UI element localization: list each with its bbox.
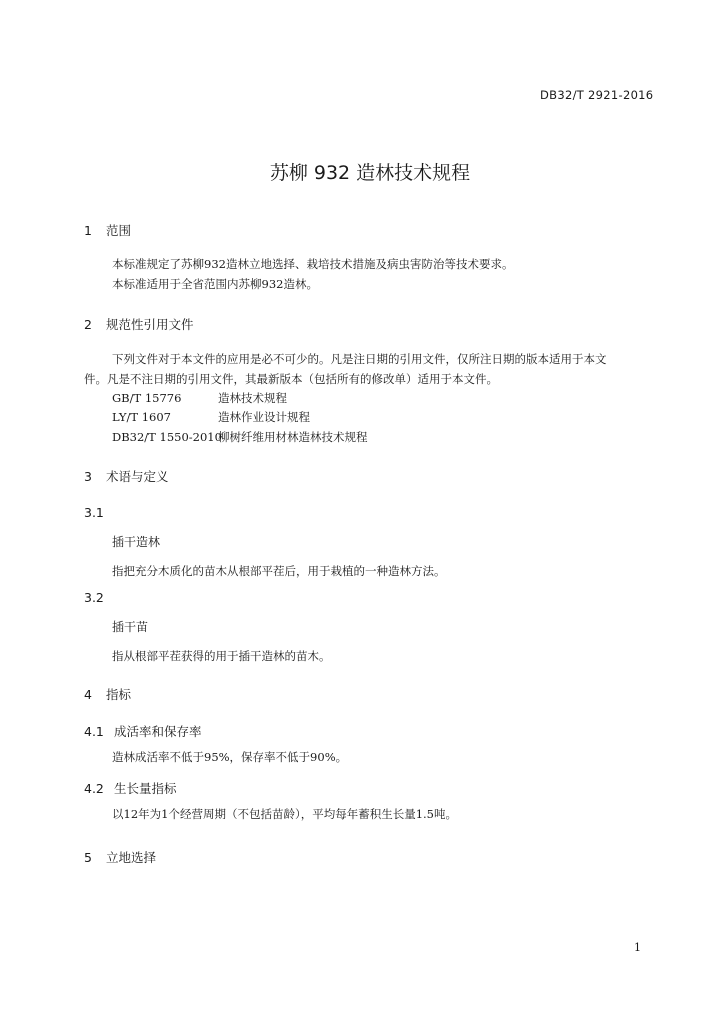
reference-name: 造林技术规程 xyxy=(218,391,287,405)
section-1-paragraph-1: 本标准规定了苏柳932造林立地选择、栽培技术措施及病虫害防治等技术要求。 xyxy=(112,257,514,271)
reference-item xyxy=(112,390,287,406)
subsection-4-2-heading xyxy=(84,779,177,797)
section-2-paragraph-line-2: 件。凡是不注日期的引用文件，其最新版本（包括所有的修改单）适用于本文件。 xyxy=(84,372,498,386)
reference-name: 柳树纤维用材林造林技术规程 xyxy=(218,430,368,444)
reference-code: LY/T 1607 xyxy=(112,410,171,424)
subsection-4-1-heading xyxy=(84,722,202,740)
section-5-heading xyxy=(84,848,156,866)
section-2-paragraph-line-1: 下列文件对于本文件的应用是必不可少的。凡是注日期的引用文件，仅所注日期的版本适用于本文 xyxy=(112,352,607,366)
term-definition: 指从根部平茬获得的用于插干造林的苗木。 xyxy=(112,649,331,663)
term-number: 3.1 xyxy=(84,505,104,520)
section-title: 范围 xyxy=(106,223,132,238)
section-1-paragraph-2: 本标准适用于全省范围内苏柳932造林。 xyxy=(112,277,318,291)
reference-item xyxy=(112,429,368,445)
subsection-number: 4.1 xyxy=(84,724,104,739)
term-name: 插干苗 xyxy=(112,620,149,634)
section-3-heading xyxy=(84,467,169,485)
section-number: 2 xyxy=(84,317,92,332)
section-title: 术语与定义 xyxy=(106,469,169,484)
term-number: 3.2 xyxy=(84,590,104,605)
section-number: 1 xyxy=(84,223,92,238)
term-name: 插干造林 xyxy=(112,535,161,549)
reference-code: DB32/T 1550-2010 xyxy=(112,430,222,444)
term-definition: 指把充分木质化的苗木从根部平茬后，用于栽植的一种造林方法。 xyxy=(112,564,446,578)
section-number: 5 xyxy=(84,850,92,865)
subsection-title: 生长量指标 xyxy=(114,781,177,796)
page-number: 1 xyxy=(634,941,641,954)
section-title: 指标 xyxy=(106,687,132,702)
reference-name: 造林作业设计规程 xyxy=(218,410,310,424)
section-2-heading xyxy=(84,315,194,333)
subsection-4-1-text: 造林成活率不低于95%，保存率不低于90%。 xyxy=(112,750,348,764)
subsection-title: 成活率和保存率 xyxy=(114,724,202,739)
section-title: 规范性引用文件 xyxy=(106,317,194,332)
section-4-heading xyxy=(84,685,131,703)
standard-code: DB32/T 2921-2016 xyxy=(540,88,654,102)
document-title: 苏柳 932 造林技术规程 xyxy=(269,162,471,184)
reference-code: GB/T 15776 xyxy=(112,391,182,405)
subsection-4-2-text: 以12年为1个经营周期（不包括苗龄），平均每年蓄积生长量1.5吨。 xyxy=(112,807,457,821)
reference-item xyxy=(112,409,310,425)
section-number: 3 xyxy=(84,469,92,484)
subsection-number: 4.2 xyxy=(84,781,104,796)
section-number: 4 xyxy=(84,687,92,702)
section-title: 立地选择 xyxy=(106,850,157,865)
section-1-heading xyxy=(84,221,131,239)
